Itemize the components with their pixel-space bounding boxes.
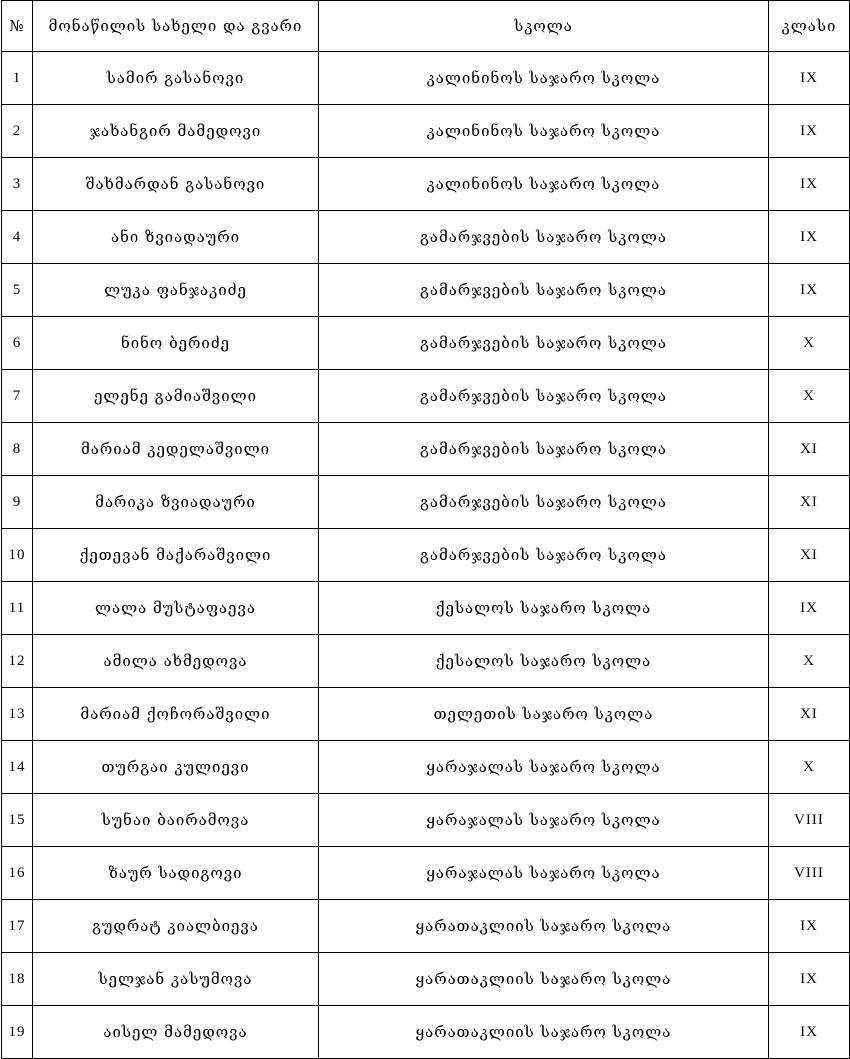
table-row	[2, 529, 850, 582]
table-row	[2, 423, 850, 476]
row-number: 3	[2, 158, 33, 211]
grade: XI	[769, 423, 850, 476]
school-name: ყარაჯალას საჯარო სკოლა	[319, 741, 769, 794]
grade: VIII	[769, 847, 850, 900]
school-name: გამარჯვების საჯარო სკოლა	[319, 423, 769, 476]
participant-name: შახმარდან გასანოვი	[33, 158, 319, 211]
participant-name: გუდრატ კიალბიევა	[33, 900, 319, 953]
table-row	[2, 370, 850, 423]
row-number: 16	[2, 847, 33, 900]
header-grade: კლასი	[769, 1, 850, 52]
school-name: გამარჯვების საჯარო სკოლა	[319, 476, 769, 529]
grade: IX	[769, 1006, 850, 1059]
row-number: 2	[2, 105, 33, 158]
participant-name: თურგაი კულიევი	[33, 741, 319, 794]
school-name: კალინინოს საჯარო სკოლა	[319, 105, 769, 158]
participant-name: ანი ზვიადაური	[33, 211, 319, 264]
school-name: ყარაჯალას საჯარო სკოლა	[319, 847, 769, 900]
row-number: 9	[2, 476, 33, 529]
table-row	[2, 317, 850, 370]
row-number: 19	[2, 1006, 33, 1059]
grade: IX	[769, 264, 850, 317]
table-header-row	[2, 1, 850, 52]
row-number: 11	[2, 582, 33, 635]
school-name: ყარათაკლიის საჯარო სკოლა	[319, 900, 769, 953]
row-number: 6	[2, 317, 33, 370]
participant-name: მარიამ ქოჩორაშვილი	[33, 688, 319, 741]
participant-name: ქეთევან მაქარაშვილი	[33, 529, 319, 582]
row-number: 15	[2, 794, 33, 847]
row-number: 13	[2, 688, 33, 741]
grade: IX	[769, 52, 850, 105]
participant-name: ჯახანგირ მამედოვი	[33, 105, 319, 158]
school-name: გამარჯვების საჯარო სკოლა	[319, 211, 769, 264]
table-row	[2, 158, 850, 211]
table-row	[2, 635, 850, 688]
table-row	[2, 211, 850, 264]
grade: X	[769, 635, 850, 688]
table-row	[2, 741, 850, 794]
participant-name: ელენე გამიაშვილი	[33, 370, 319, 423]
participant-name: ამილა ახმედოვა	[33, 635, 319, 688]
header-name: მონაწილის სახელი და გვარი	[33, 1, 319, 52]
table-row	[2, 52, 850, 105]
row-number: 14	[2, 741, 33, 794]
grade: IX	[769, 582, 850, 635]
school-name: გამარჯვების საჯარო სკოლა	[319, 370, 769, 423]
row-number: 5	[2, 264, 33, 317]
school-name: ყარაჯალას საჯარო სკოლა	[319, 794, 769, 847]
row-number: 1	[2, 52, 33, 105]
table-row	[2, 105, 850, 158]
table-row	[2, 264, 850, 317]
school-name: ქესალოს საჯარო სკოლა	[319, 582, 769, 635]
participant-name: ნინო ბერიძე	[33, 317, 319, 370]
row-number: 4	[2, 211, 33, 264]
table-row	[2, 900, 850, 953]
table-row	[2, 582, 850, 635]
participant-name: სუნაი ბაირამოვა	[33, 794, 319, 847]
school-name: ყარათაკლიის საჯარო სკოლა	[319, 953, 769, 1006]
participant-name: სელჯან კასუმოვა	[33, 953, 319, 1006]
grade: IX	[769, 158, 850, 211]
school-name: გამარჯვების საჯარო სკოლა	[319, 317, 769, 370]
school-name: ყარათაკლიის საჯარო სკოლა	[319, 1006, 769, 1059]
school-name: გამარჯვების საჯარო სკოლა	[319, 529, 769, 582]
grade: X	[769, 370, 850, 423]
participant-name: სამირ გასანოვი	[33, 52, 319, 105]
school-name: გამარჯვების საჯარო სკოლა	[319, 264, 769, 317]
header-school: სკოლა	[319, 1, 769, 52]
school-name: ქესალოს საჯარო სკოლა	[319, 635, 769, 688]
grade: IX	[769, 211, 850, 264]
table-row	[2, 476, 850, 529]
table-row	[2, 688, 850, 741]
grade: XI	[769, 529, 850, 582]
participant-name: მარიკა ზვიადაური	[33, 476, 319, 529]
header-number: №	[2, 1, 33, 52]
participant-name: მარიამ კედელაშვილი	[33, 423, 319, 476]
table-row	[2, 1006, 850, 1059]
grade: IX	[769, 900, 850, 953]
grade: IX	[769, 953, 850, 1006]
participant-name: აისელ მამედოვა	[33, 1006, 319, 1059]
row-number: 17	[2, 900, 33, 953]
table-row	[2, 847, 850, 900]
row-number: 10	[2, 529, 33, 582]
participant-name: ლუკა ფანჯაკიძე	[33, 264, 319, 317]
school-name: თელეთის საჯარო სკოლა	[319, 688, 769, 741]
grade: X	[769, 317, 850, 370]
row-number: 18	[2, 953, 33, 1006]
table-row	[2, 953, 850, 1006]
grade: XI	[769, 476, 850, 529]
row-number: 7	[2, 370, 33, 423]
grade: X	[769, 741, 850, 794]
participant-name: ზაურ სადიგოვი	[33, 847, 319, 900]
grade: IX	[769, 105, 850, 158]
grade: VIII	[769, 794, 850, 847]
row-number: 12	[2, 635, 33, 688]
school-name: კალინინოს საჯარო სკოლა	[319, 158, 769, 211]
row-number: 8	[2, 423, 33, 476]
participants-table	[1, 0, 850, 1059]
table-row	[2, 794, 850, 847]
participant-name: ლალა მუსტაფაევა	[33, 582, 319, 635]
grade: XI	[769, 688, 850, 741]
school-name: კალინინოს საჯარო სკოლა	[319, 52, 769, 105]
